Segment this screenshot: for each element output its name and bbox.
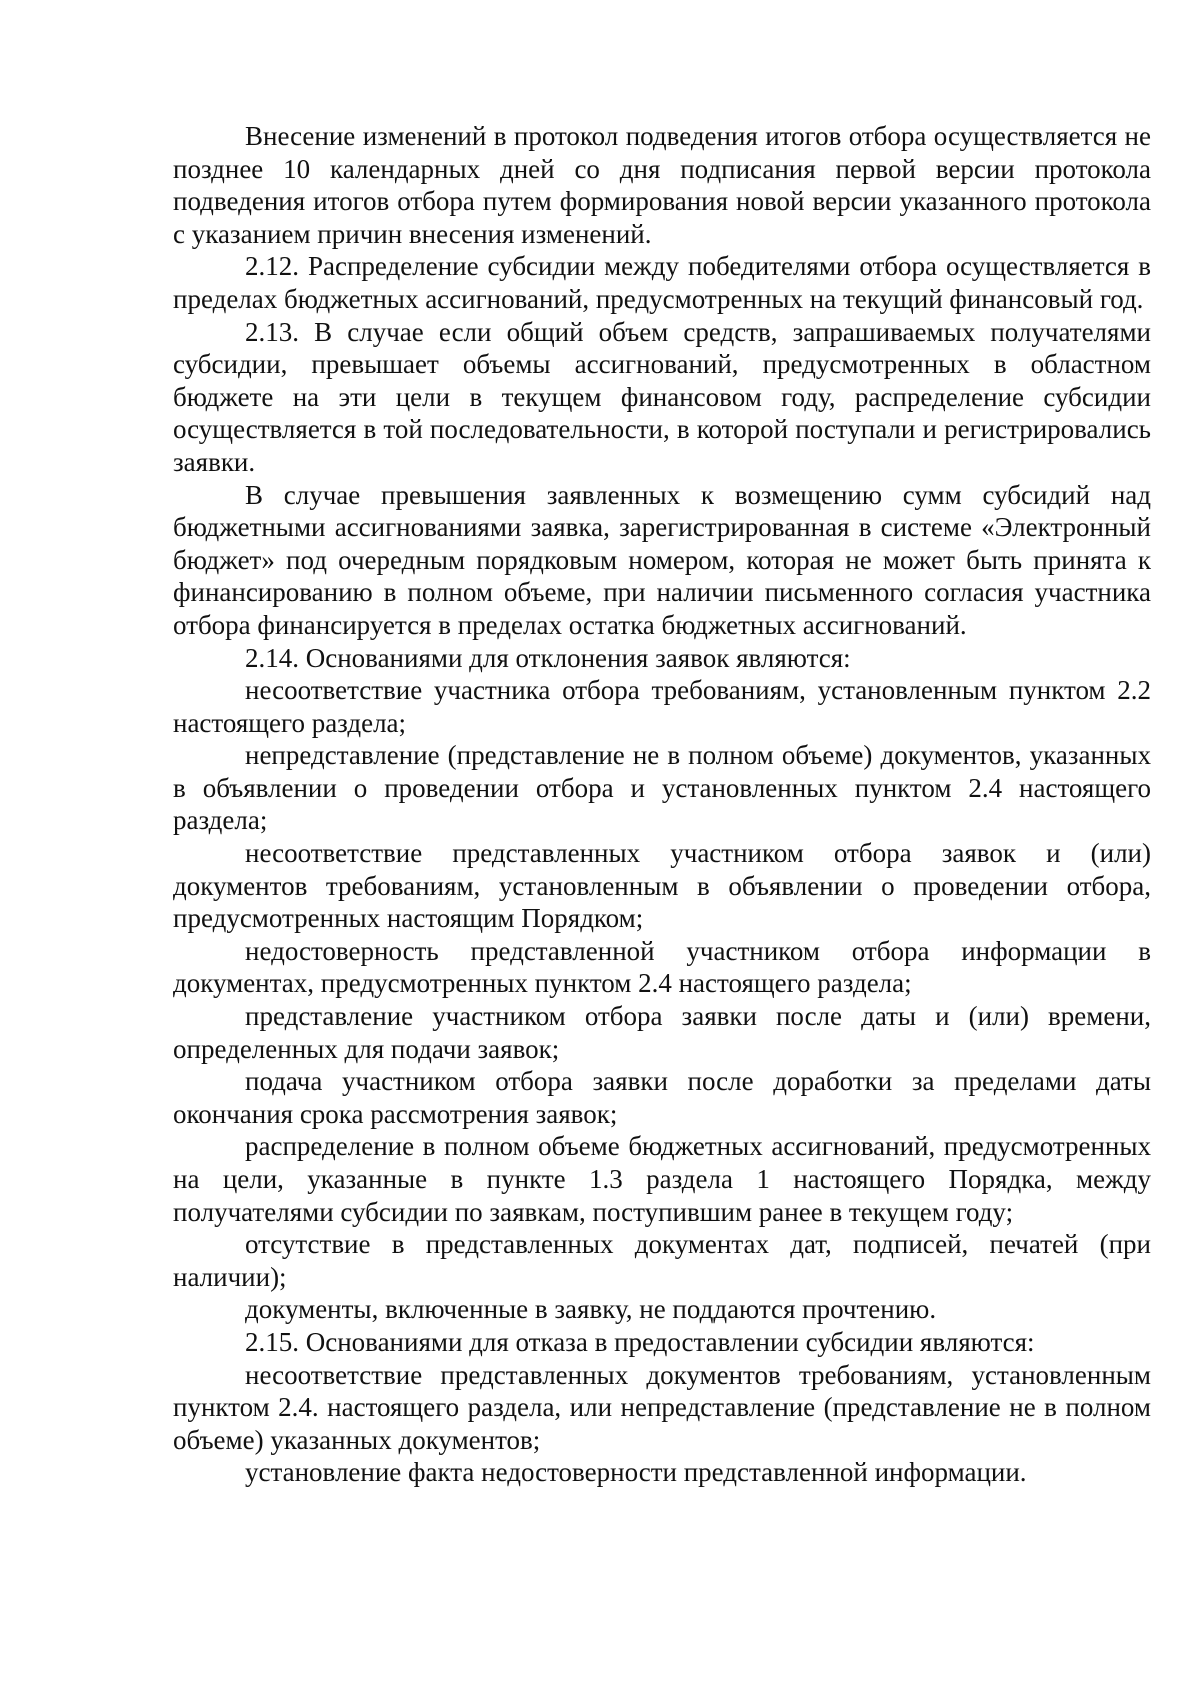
paragraph-exceeding-subsidies: В случае превышения заявленных к возмещению сумм субсидий над бюджетными ассигнованиями заявка, зарегистрированная в системе «Электронный бюджет» под очередным порядковым номером, которая не может быть принята к финансированию в полном объеме, при наличии письменного согласия участника отбора финансируется в пределах остатка бюджетных ассигнований. (173, 479, 1151, 640)
rejection-ground-6: подача участником отбора заявки после доработки за пределами даты окончания срока рассмотрения заявок; (173, 1066, 1151, 1129)
rejection-ground-7: распределение в полном объеме бюджетных ассигнований, предусмотренных на цели, указанные в пункте 1.3 раздела 1 настоящего Порядка, между получателями субсидии по заявкам, поступившим ранее в текущем году; (173, 1131, 1151, 1227)
refusal-ground-2: установление факта недостоверности представленной информации. (245, 1457, 1027, 1488)
paragraph-2-12: 2.12. Распределение субсидии между победителями отбора осуществляется в пределах бюджетных ассигнований, предусмотренных на текущий финансовый год. (173, 251, 1151, 314)
paragraph-amendments-protocol: Внесение изменений в протокол подведения итогов отбора осуществляется не позднее 10 календарных дней со дня подписания первой версии протокола подведения итогов отбора путем формирования новой версии указанного протокола с указанием причин внесения изменений. (173, 121, 1151, 249)
document-page (173, 120, 1151, 1489)
rejection-ground-8: отсутствие в представленных документах дат, подписей, печатей (при наличии); (173, 1229, 1151, 1292)
rejection-ground-1: несоответствие участника отбора требованиям, установленным пунктом 2.2 настоящего раздела; (173, 675, 1151, 738)
rejection-ground-9: документы, включенные в заявку, не поддаются прочтению. (245, 1294, 937, 1325)
paragraph-2-13: 2.13. В случае если общий объем средств, запрашиваемых получателями субсидии, превышает объемы ассигнований, предусмотренных в областном бюджете на эти цели в текущем финансовом году, распределение субсидии осуществляется в той последовательности, в которой поступали и регистрировались заявки. (173, 316, 1151, 477)
refusal-ground-1: несоответствие представленных документов требованиям, установленным пунктом 2.4. настоящего раздела, или непредставление (представление не в полном объеме) указанных документов; (173, 1359, 1151, 1455)
rejection-ground-3: несоответствие представленных участником отбора заявок и (или) документов требованиям, установленным в объявлении о проведении отбора, предусмотренных настоящим Порядком; (173, 838, 1151, 934)
rejection-ground-5: представление участником отбора заявки после даты и (или) времени, определенных для подачи заявок; (173, 1001, 1151, 1064)
paragraph-2-15: 2.15. Основаниями для отказа в предоставлении субсидии являются: (245, 1326, 1035, 1357)
rejection-ground-2: непредставление (представление не в полном объеме) документов, указанных в объявлении о проведении отбора и установленных пунктом 2.4 настоящего раздела; (173, 740, 1151, 836)
rejection-ground-4: недостоверность представленной участником отбора информации в документах, предусмотренных пунктом 2.4 настоящего раздела; (173, 935, 1151, 999)
paragraph-2-14: 2.14. Основаниями для отклонения заявок являются: (245, 642, 851, 673)
